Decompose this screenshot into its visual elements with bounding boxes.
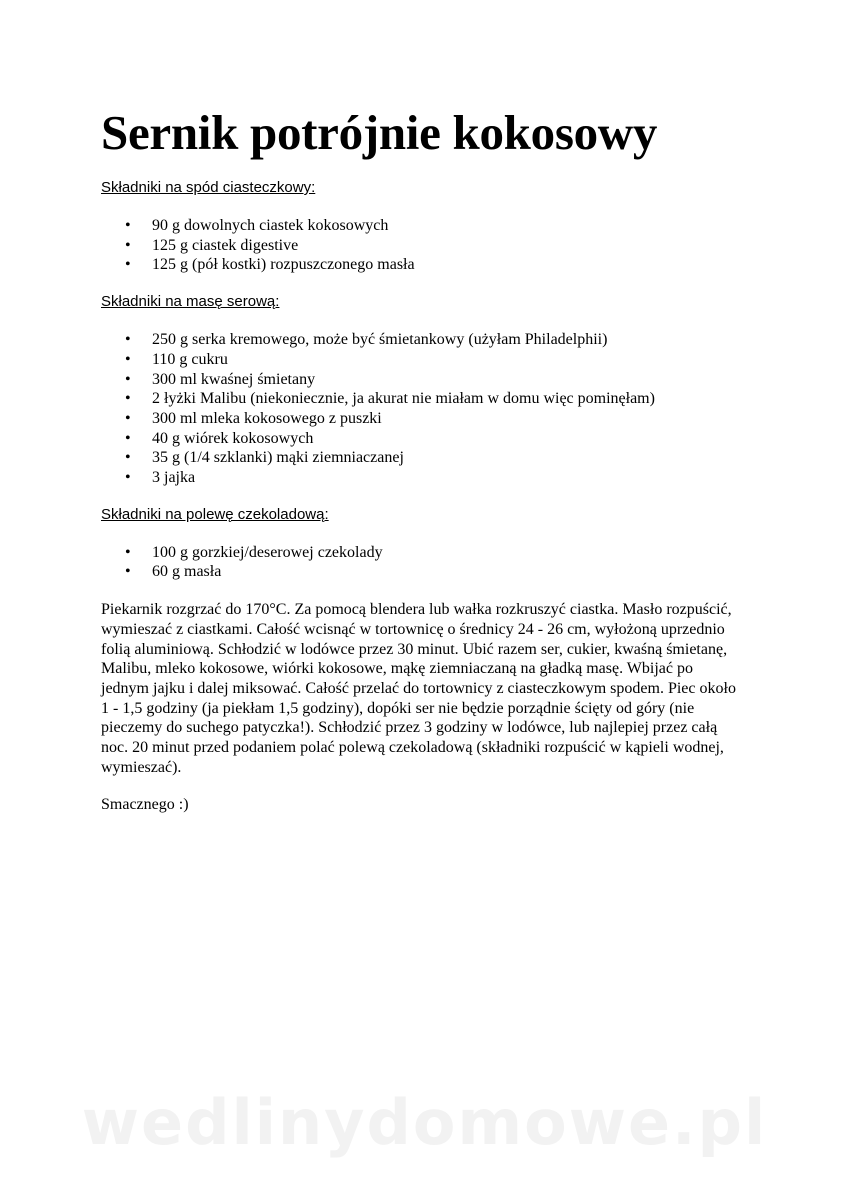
list-item: • 60 g masła [101, 562, 751, 582]
list-item: • 250 g serka kremowego, może być śmietankowy (użyłam Philadelphii) [101, 330, 751, 350]
watermark: wedlinydomowe.pl [81, 1086, 768, 1159]
recipe-document [101, 100, 751, 815]
list-item: • 40 g wiórek kokosowych [101, 429, 751, 449]
section-heading: Składniki na spód ciasteczkowy: [101, 179, 316, 196]
list-item: • 125 g (pół kostki) rozpuszczonego masła [101, 255, 751, 275]
page-title: Sernik potrójnie kokosowy [101, 105, 658, 160]
list-item: • 125 g ciastek digestive [101, 236, 751, 256]
section-base-ingredients [101, 178, 751, 275]
list-item: • 3 jajka [101, 468, 751, 488]
instructions-paragraph: Piekarnik rozgrzać do 170°C. Za pomocą blendera lub wałka rozkruszyć ciastka. Masło rozpuścić, wymieszać z ciastkami. Całość wcisnąć w tortownicę o średnicy 24 - 26 cm, wyłożoną uprzednio folią aluminiową. Schłodzić w lodówce przez 30 minut. Ubić razem ser, cukier, kwaśną śmietanę, Malibu, mleko kokosowe, wiórki kokosowe, mąkę ziemniaczaną na gładką masę. Wbijać po jednym jajku i dalej miksować. Całość przelać do tortownicy z ciasteczkowym spodem. Piec około 1 - 1,5 godziny (ja piekłam 1,5 godziny), dopóki ser nie będzie porządnie ścięty od góry (nie pieczemy do suchego patyczka!). Schłodzić przez 3 godziny w lodówce, lub najlepiej przez całą noc. 20 minut przed podaniem polać polewą czekoladową (składniki rozpuścić w kąpieli wodnej, wymieszać). [101, 601, 736, 776]
list-item: • 35 g (1/4 szklanki) mąki ziemniaczanej [101, 448, 751, 468]
ingredient-list [101, 216, 751, 275]
ingredient-list [101, 543, 751, 582]
list-item: • 110 g cukru [101, 350, 751, 370]
list-item: • 90 g dowolnych ciastek kokosowych [101, 216, 751, 236]
ingredient-list [101, 330, 751, 488]
list-item: • 100 g gorzkiej/deserowej czekolady [101, 543, 751, 563]
list-item: • 2 łyżki Malibu (niekoniecznie, ja akurat nie miałam w domu więc pominęłam) [101, 389, 751, 409]
section-cheese-ingredients [101, 292, 751, 488]
list-item: • 300 ml mleka kokosowego z puszki [101, 409, 751, 429]
section-heading: Składniki na polewę czekoladową: [101, 505, 329, 523]
list-item: • 300 ml kwaśnej śmietany [101, 370, 751, 390]
section-glaze-ingredients [101, 505, 751, 582]
section-heading: Składniki na masę serową: [101, 293, 280, 311]
signoff-text: Smacznego :) [101, 796, 189, 814]
